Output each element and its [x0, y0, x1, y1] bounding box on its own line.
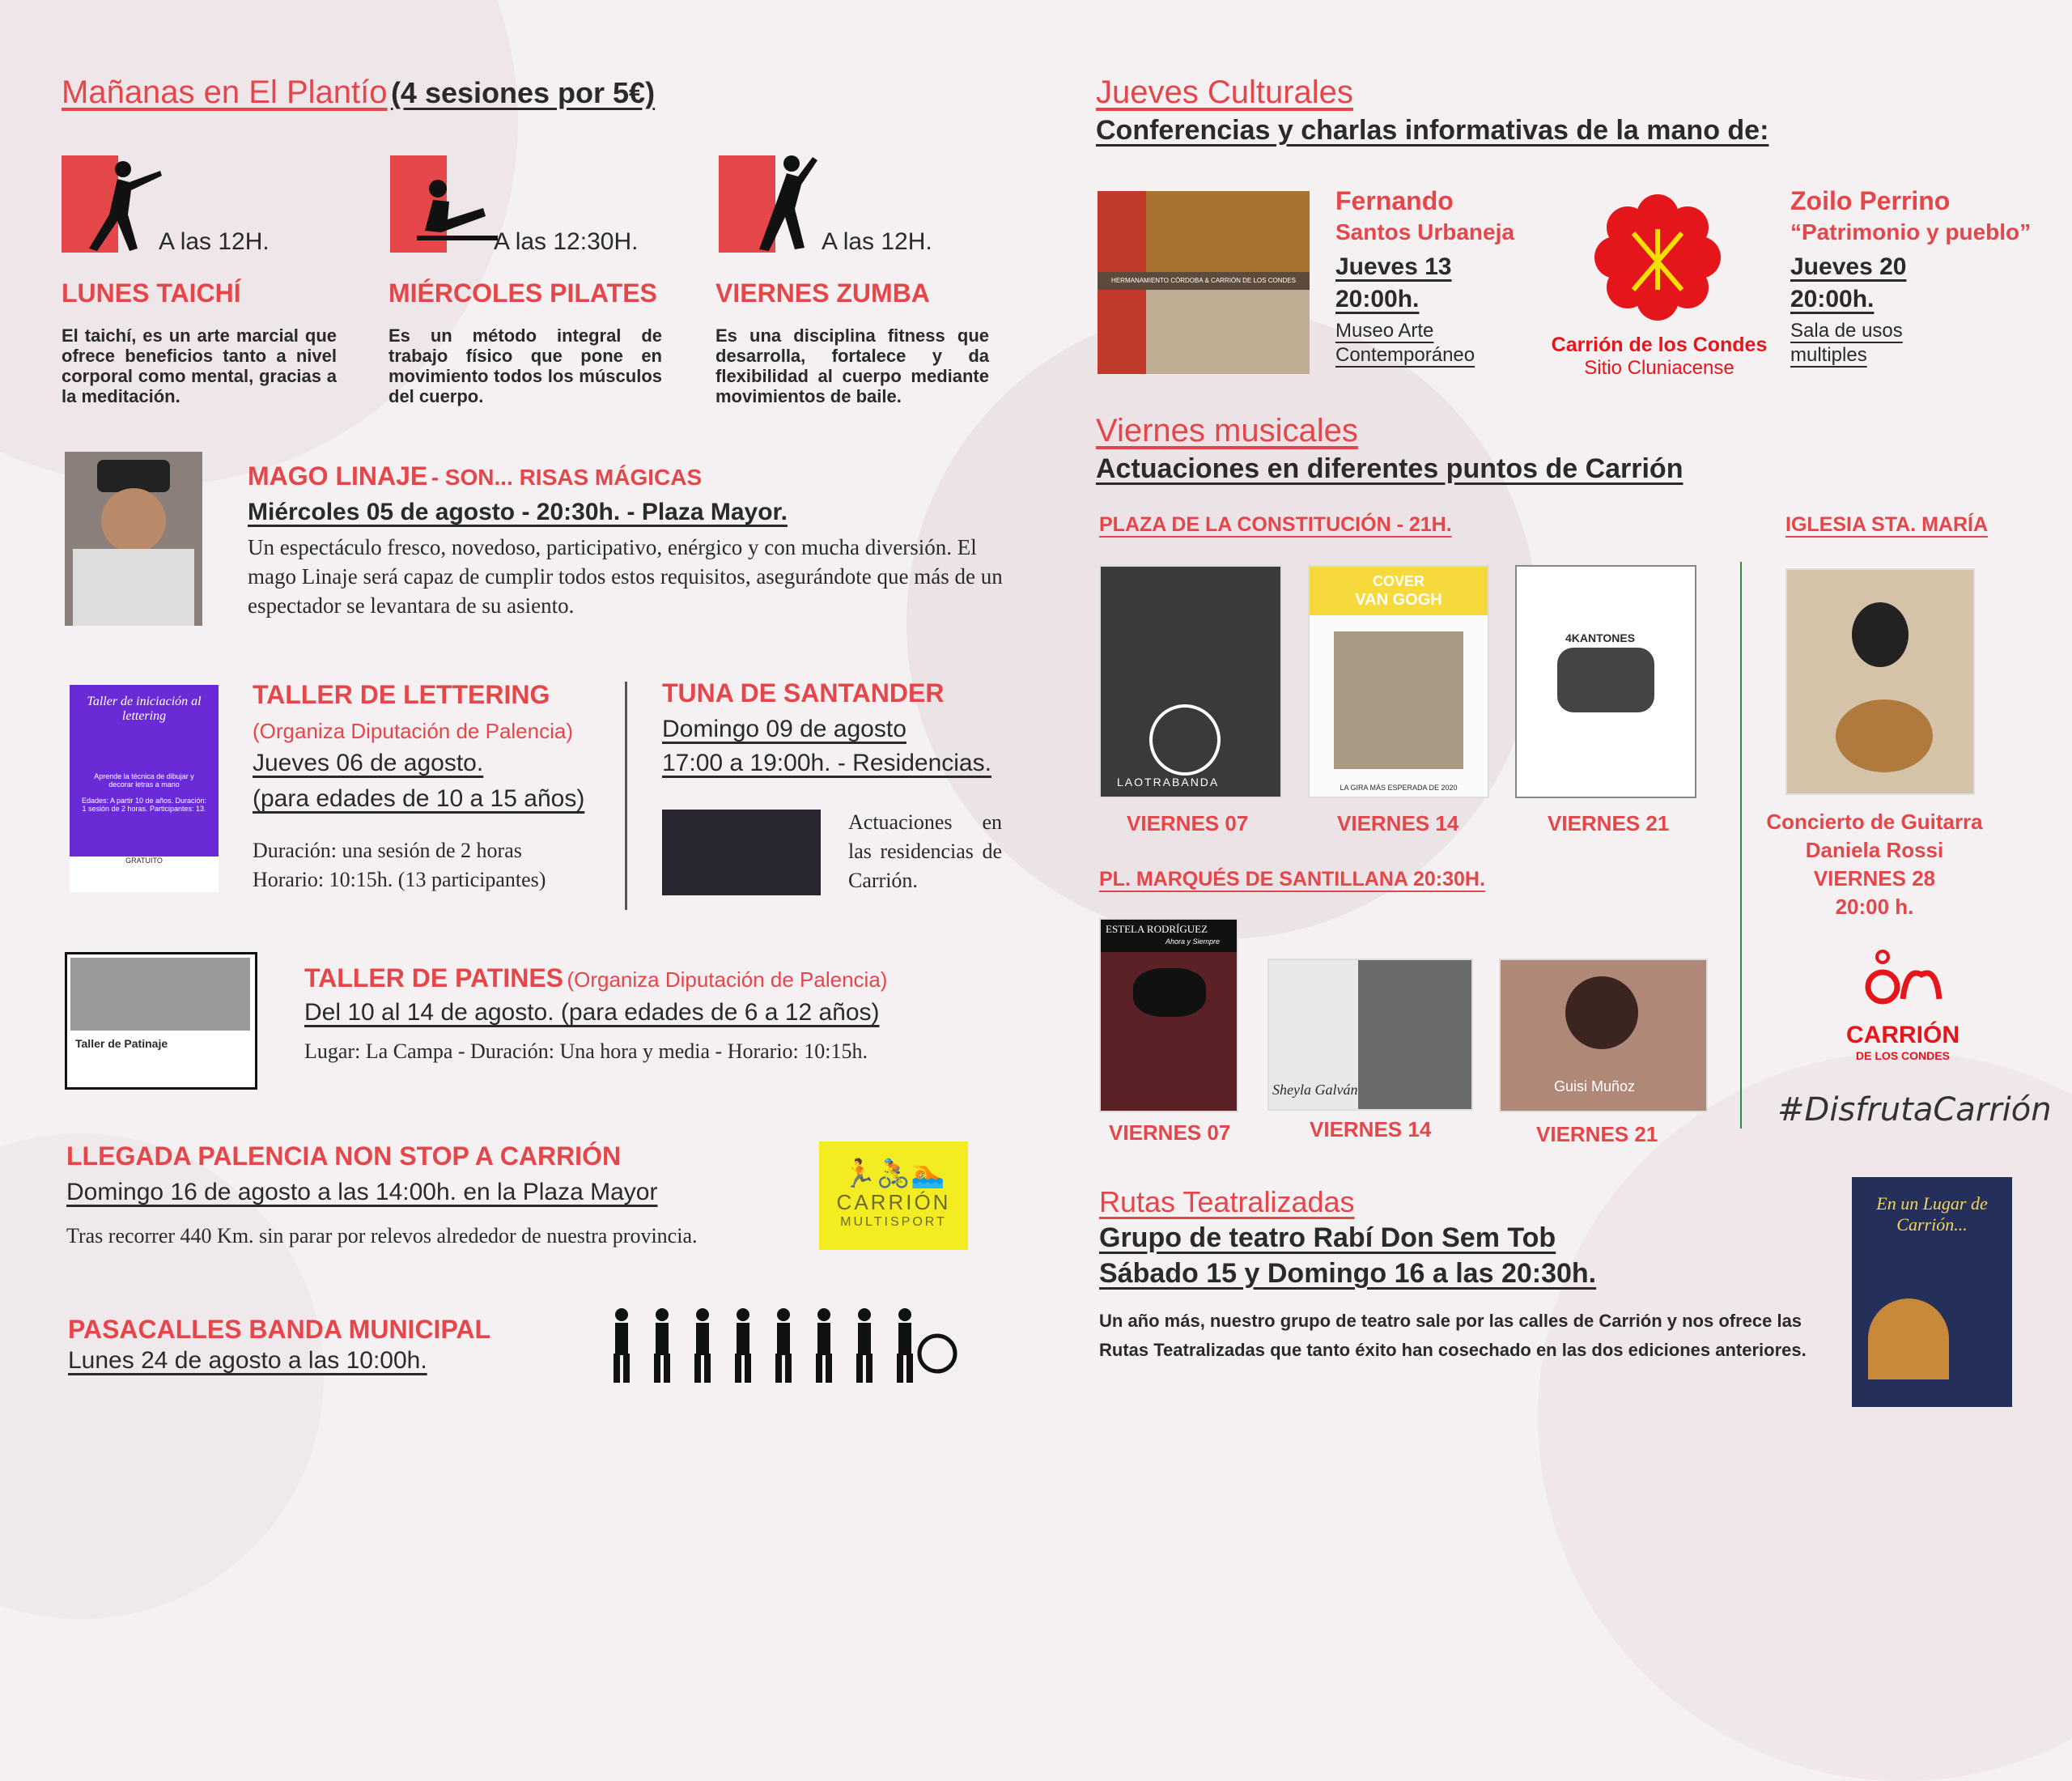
- jueves-title: Jueves Culturales: [1096, 74, 1353, 110]
- speaker-2: [1790, 186, 2031, 367]
- rutas-poster: [1852, 1177, 2012, 1407]
- patines-poster: [65, 952, 257, 1090]
- jueves-subtitle: Conferencias y charlas informativas de la mano de:: [1096, 115, 1769, 146]
- mago-header: [248, 461, 702, 491]
- guitar-photo: [1785, 568, 1975, 795]
- concierto-info: [1753, 808, 1996, 921]
- band2-poster: [1308, 565, 1489, 798]
- lettering-poster: [70, 685, 219, 892]
- concierto-line-4: 20:00 h.: [1835, 895, 1914, 919]
- mago-photo: [65, 452, 202, 626]
- band3-name: 4KANTONES: [1565, 631, 1636, 644]
- patines-header: [304, 963, 887, 993]
- patines-date: Del 10 al 14 de agosto. (para edades de 6 a 12 años): [304, 999, 880, 1026]
- pilates-time: A las 12:30H.: [494, 228, 639, 255]
- manana-title: Mañanas en El Plantío: [62, 74, 388, 110]
- patines-info: Lugar: La Campa - Duración: Una hora y media - Horario: 10:15h.: [304, 1039, 868, 1063]
- lettering-poster-info: Edades: A partir 10 de años. Duración: 1 sesión de 2 horas. Participantes: 13.: [81, 797, 207, 813]
- art1-sub: Ahora y Siempre: [1166, 937, 1221, 946]
- taichi-time: A las 12H.: [159, 228, 270, 255]
- carrion-logo-icon: [1858, 942, 1947, 1015]
- taichi-title: LUNES TAICHÍ: [62, 278, 241, 308]
- band1-name: LAOTRABANDA: [1117, 776, 1220, 788]
- row2-day-3: VIERNES 21: [1536, 1122, 1658, 1146]
- band2-name: VAN GOGH: [1355, 591, 1442, 609]
- lettering-poster-footer: GRATUITO: [70, 856, 219, 892]
- rutas-poster-title: En un Lugar de Carrión...: [1876, 1193, 1988, 1235]
- lettering-title: TALLER DE LETTERING: [253, 680, 550, 709]
- band3-poster: [1515, 565, 1696, 798]
- band2-cover: COVER: [1372, 573, 1424, 589]
- lettering-org: (Organiza Diputación de Palencia): [253, 719, 573, 743]
- tuna-date: Domingo 09 de agosto: [662, 716, 906, 742]
- viernes-subtitle: Actuaciones en diferentes puntos de Carrión: [1096, 453, 1684, 484]
- multisport-logo-1: CARRIÓN: [836, 1190, 951, 1214]
- pilates-title: MIÉRCOLES PILATES: [388, 278, 657, 308]
- art1-name: ESTELA RODRÍGUEZ: [1106, 923, 1208, 935]
- lettering-dur: Duración: una sesión de 2 horas: [253, 839, 522, 862]
- carrion-logo-name: Carrión de los Condes: [1551, 334, 1768, 356]
- speaker-1-name2: Santos Urbaneja: [1335, 219, 1514, 244]
- band-silhouette-icon: [605, 1305, 962, 1386]
- bg-shape: [1538, 1052, 2072, 1781]
- plaza-heading: PLAZA DE LA CONSTITUCIÓN - 21H.: [1099, 513, 1452, 536]
- speaker-2-place2: multiples: [1790, 344, 1867, 366]
- art3-poster: [1499, 959, 1708, 1112]
- iglesia-heading: IGLESIA STA. MARÍA: [1785, 513, 1988, 536]
- mago-date: Miércoles 05 de agosto - 20:30h. - Plaza Mayor.: [248, 499, 788, 525]
- tuna-title: TUNA DE SANTANDER: [662, 678, 945, 708]
- manana-header: [62, 74, 655, 111]
- carrion-logo-text: [1546, 334, 1773, 380]
- band1-poster: [1099, 565, 1282, 798]
- mago-title: MAGO LINAJE: [248, 461, 428, 491]
- marques-heading: PL. MARQUÉS DE SANTILLANA 20:30H.: [1099, 868, 1485, 890]
- row2-day-2: VIERNES 14: [1310, 1117, 1432, 1141]
- row1-day-3: VIERNES 21: [1548, 811, 1670, 835]
- zumba-desc: Es una disciplina fitness que desarrolla, fortalece y da flexibilidad al cuerpo mediante movimientos de baile.: [715, 325, 989, 406]
- speaker-1-date: Jueves 13: [1335, 253, 1452, 280]
- bg-shape: [0, 1133, 324, 1619]
- multisport-logo: 🏃🚴🏊 CARRIÓN MULTISPORT: [819, 1141, 968, 1250]
- lettering-poster-title: Taller de iniciación al lettering: [87, 695, 202, 723]
- pilates-figure-icon: [409, 166, 506, 255]
- art2-poster: [1267, 959, 1473, 1111]
- manana-price: (4 sesiones por 5€): [390, 76, 656, 109]
- divider: [625, 682, 627, 910]
- carrion-logo-2-name: CARRIÓN: [1846, 1022, 1959, 1048]
- divider-green: [1740, 562, 1742, 1129]
- speaker-1-place2: Contemporáneo: [1335, 344, 1475, 366]
- patines-org: (Organiza Diputación de Palencia): [567, 967, 888, 992]
- nonstop-title: LLEGADA PALENCIA NON STOP A CARRIÓN: [66, 1141, 622, 1171]
- zumba-time: A las 12H.: [822, 228, 932, 255]
- tuna-desc: Actuaciones en las residencias de Carrión.: [848, 810, 1002, 892]
- carrion-logo-2-sub: DE LOS CONDES: [1856, 1049, 1950, 1062]
- band2-tour: LA GIRA MÁS ESPERADA DE 2020: [1340, 784, 1458, 792]
- banda-date: Lunes 24 de agosto a las 10:00h.: [68, 1347, 427, 1374]
- multisport-logo-2: MULTISPORT: [840, 1215, 947, 1229]
- mago-desc: Un espectáculo fresco, novedoso, participativo, enérgico y con mucha diversión. El mago Linaje será capaz de cumplir todos estos requisitos, asegurándote que más de un espectador se levantara de su asiento.: [248, 535, 1003, 618]
- speaker-2-name: Zoilo Perrino: [1790, 186, 1951, 215]
- rutas-line-2: Sábado 15 y Domingo 16 a las 20:30h.: [1099, 1258, 1597, 1289]
- nonstop-desc: Tras recorrer 440 Km. sin parar por relevos alrededor de nuestra provincia.: [66, 1224, 698, 1248]
- lettering-poster-text: Aprende la técnica de dibujar y decorar letras a mano: [94, 772, 194, 788]
- viernes-title: Viernes musicales: [1096, 413, 1358, 448]
- speaker-1: [1335, 186, 1514, 367]
- row1-day-1: VIERNES 07: [1127, 811, 1249, 835]
- art2-name: Sheyla Galván: [1272, 1082, 1358, 1098]
- jueves-poster-banner: HERMANAMIENTO CÓRDOBA & CARRIÓN DE LOS CONDES: [1098, 272, 1310, 290]
- patines-poster-title: Taller de Patinaje: [75, 1037, 168, 1050]
- pilates-desc: Es un método integral de trabajo físico que pone en movimiento todos los músculos del cuerpo.: [388, 325, 662, 406]
- speaker-1-hour: 20:00h.: [1335, 286, 1420, 312]
- patines-title: TALLER DE PATINES: [304, 963, 563, 993]
- speaker-2-hour: 20:00h.: [1790, 286, 1875, 312]
- speaker-2-place1: Sala de usos: [1790, 320, 1903, 342]
- hashtag: #DisfrutaCarrión: [1777, 1091, 2052, 1129]
- row1-day-2: VIERNES 14: [1337, 811, 1459, 835]
- rutas-line-1: Grupo de teatro Rabí Don Sem Tob: [1099, 1222, 1556, 1253]
- speaker-2-date: Jueves 20: [1790, 253, 1907, 280]
- art1-poster: [1099, 918, 1238, 1112]
- zumba-title: VIERNES ZUMBA: [715, 278, 930, 308]
- lettering-ages: (para edades de 10 a 15 años): [253, 785, 585, 812]
- banda-title: PASACALLES BANDA MUNICIPAL: [68, 1315, 491, 1344]
- rutas-desc: Un año más, nuestro grupo de teatro sale por las calles de Carrión y nos ofrece las Rutas Teatralizadas que tanto éxito han cosechado en las dos ediciones anteriores.: [1099, 1311, 1807, 1360]
- nonstop-date: Domingo 16 de agosto a las 14:00h. en la Plaza Mayor: [66, 1179, 658, 1205]
- concierto-line-1: Concierto de Guitarra: [1766, 810, 1983, 834]
- speaker-1-place1: Museo Arte: [1335, 320, 1434, 342]
- speaker-2-topic: “Patrimonio y pueblo”: [1790, 219, 2032, 244]
- tuna-hour: 17:00 a 19:00h. - Residencias.: [662, 750, 991, 776]
- row2-day-1: VIERNES 07: [1109, 1120, 1231, 1145]
- concierto-line-2: Daniela Rossi: [1805, 838, 1944, 862]
- carrion-emblem-icon: [1585, 185, 1730, 338]
- taichi-figure-icon: [73, 158, 170, 255]
- zumba-figure-icon: [745, 152, 826, 253]
- jueves-poster: [1098, 191, 1310, 374]
- tuna-photo: [662, 810, 821, 895]
- mago-subtitle: - SON... RISAS MÁGICAS: [431, 465, 703, 490]
- concierto-line-3: VIERNES 28: [1813, 866, 1936, 890]
- art3-name: Guisi Muñoz: [1554, 1078, 1636, 1095]
- taichi-desc: El taichí, es un arte marcial que ofrece beneficios tanto a nivel corporal como mental, gracias a la meditación.: [62, 325, 337, 406]
- carrion-logo-2: [1794, 1022, 2012, 1062]
- rutas-title: Rutas Teatralizadas: [1099, 1185, 1355, 1218]
- lettering-hour: Horario: 10:15h. (13 participantes): [253, 868, 546, 891]
- lettering-date: Jueves 06 de agosto.: [253, 750, 484, 776]
- speaker-1-name: Fernando: [1335, 186, 1454, 215]
- carrion-logo-sub: Sitio Cluniacense: [1584, 357, 1734, 379]
